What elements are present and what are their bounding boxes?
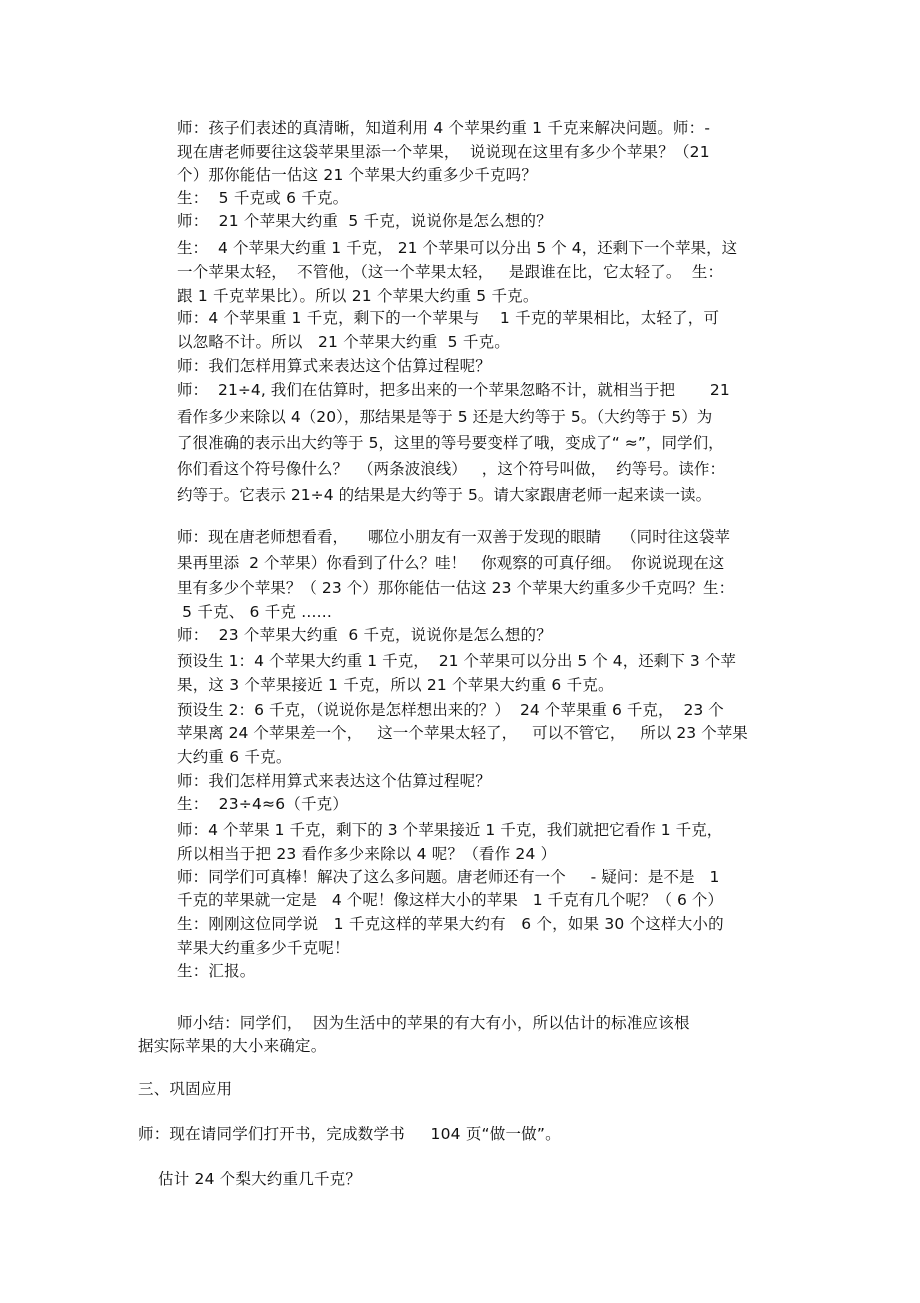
- text-line: 苹果大约重多少千克呢！: [177, 939, 350, 957]
- text-line: 跟 1 千克苹果比）。所以 21 个苹果大约重 5 千克。: [177, 287, 539, 305]
- text-line: 师： 21÷4, 我们在估算时，把多出来的一个苹果忽略不计，就相当于把 21: [177, 381, 730, 399]
- text-line: 师：孩子们表述的真清晰，知道利用 4 个苹果约重 1 千克来解决问题。师：-: [177, 119, 711, 137]
- text-line: 师：我们怎样用算式来表达这个估算过程呢？: [177, 357, 492, 375]
- text-line: 预设生 1：4 个苹果大约重 1 千克， 21 个苹果可以分出 5 个 4，还剩下 3 个苹: [177, 652, 736, 670]
- text-line: 师： 23 个苹果大约重 6 千克，说说你是怎么想的？: [177, 626, 552, 644]
- text-line: 预设生 2：6 千克，（说说你是怎样想出来的？） 24 个苹果重 6 千克， 23 个: [177, 701, 724, 719]
- exercise-line: 估计 24 个梨大约重几千克？: [158, 1170, 362, 1188]
- text-line: 所以相当于把 23 看作多少来除以 4 呢？（看作 24 ）: [177, 845, 557, 863]
- text-line: 果，这 3 个苹果接近 1 千克，所以 21 个苹果大约重 6 千克。: [177, 676, 614, 694]
- text-line: 以忽略不计。所以 21 个苹果大约重 5 千克。: [177, 333, 510, 351]
- section-heading: 三、巩固应用: [138, 1080, 233, 1098]
- text-line: 生： 23÷4≈6（千克）: [177, 795, 349, 813]
- text-line: 师：我们怎样用算式来表达这个估算过程呢？: [177, 772, 492, 790]
- text-line: 个）那你能估一估这 21 个苹果大约重多少千克吗？: [177, 166, 538, 184]
- text-line: 苹果离 24 个苹果差一个， 这一个苹果太轻了， 可以不管它， 所以 23 个苹果: [177, 724, 748, 742]
- summary-line: 据实际苹果的大小来确定。: [138, 1037, 327, 1055]
- text-line: 生：刚刚这位同学说 1 千克这样的苹果大约有 6 个，如果 30 个这样大小的: [177, 915, 724, 933]
- text-line: 你们看这个符号像什么？ （两条波浪线） ，这个符号叫做， 约等号。读作：: [177, 460, 725, 478]
- text-line: 千克的苹果就一定是 4 个呢！像这样大小的苹果 1 千克有几个呢？（ 6 个）: [177, 891, 724, 909]
- text-line: 生： 4 个苹果大约重 1 千克， 21 个苹果可以分出 5 个 4，还剩下一个苹果，这: [177, 239, 738, 257]
- summary-line: 师小结：同学们， 因为生活中的苹果的有大有小，所以估计的标准应该根: [177, 1014, 690, 1032]
- text-line: 师：4 个苹果 1 千克，剩下的 3 个苹果接近 1 千克，我们就把它看作 1 千克，: [177, 821, 723, 839]
- text-line: 一个苹果太轻， 不管他，（这一个苹果太轻， 是跟谁在比，它太轻了。 生：: [177, 263, 724, 281]
- text-line: 师： 21 个苹果大约重 5 千克，说说你是怎么想的？: [177, 212, 552, 230]
- text-line: 生： 5 千克或 6 千克。: [177, 189, 349, 207]
- text-line: 果再里添 2 个苹果）你看到了什么？哇！ 你观察的可真仔细。 你说说现在这: [177, 554, 725, 572]
- text-line: 5 千克、 6 千克 ......: [177, 603, 333, 621]
- text-line: 师：同学们可真棒！解决了这么多问题。唐老师还有一个 - 疑问：是不是 1: [177, 868, 720, 886]
- text-line: 师：现在请同学们打开书，完成数学书 104 页“做一做”。: [138, 1125, 561, 1143]
- text-line: 大约重 6 千克。: [177, 748, 292, 766]
- text-line: 里有多少个苹果？（ 23 个）那你能估一估这 23 个苹果大约重多少千克吗？生：: [177, 579, 735, 597]
- text-line: 了很准确的表示出大约等于 5，这里的等号要变样了哦，变成了“ ≈”，同学们，: [177, 434, 724, 452]
- text-line: 现在唐老师要往这袋苹果里添一个苹果， 说说现在这里有多少个苹果？（21: [177, 143, 710, 161]
- text-line: 看作多少来除以 4（20），那结果是等于 5 还是大约等于 5。（大约等于 5）为: [177, 408, 713, 426]
- text-line: 师：4 个苹果重 1 千克，剩下的一个苹果与 1 千克的苹果相比，太轻了，可: [177, 309, 720, 327]
- text-line: 师：现在唐老师想看看， 哪位小朋友有一双善于发现的眼睛 （同时往这袋苹: [177, 528, 730, 546]
- text-line: 约等于。它表示 21÷4 的结果是大约等于 5。请大家跟唐老师一起来读一读。: [177, 486, 712, 504]
- text-line: 生：汇报。: [177, 962, 256, 980]
